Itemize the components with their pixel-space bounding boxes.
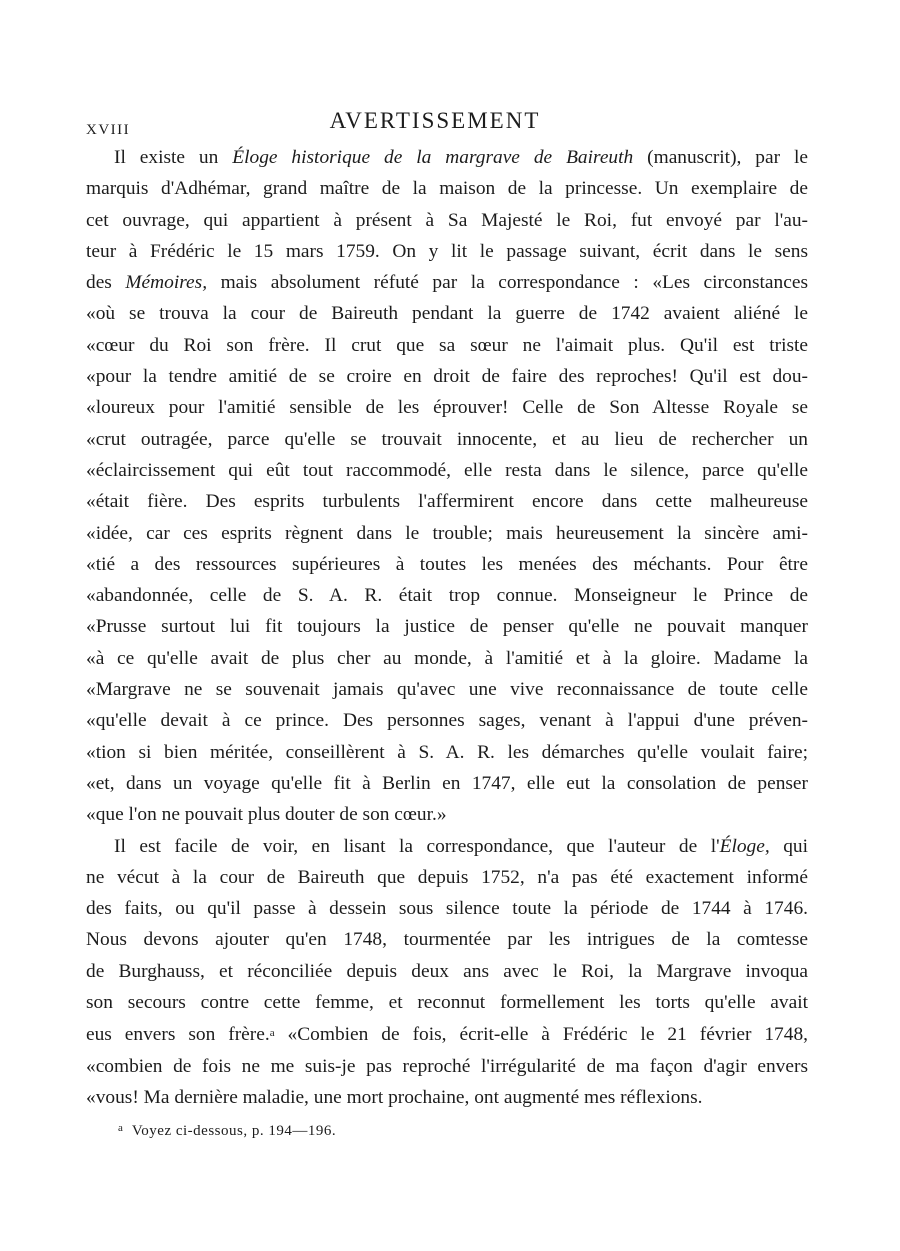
- italic-title: Éloge,: [719, 835, 770, 857]
- text-line: [86, 643, 808, 674]
- text-line: [86, 862, 808, 893]
- text-line: [86, 705, 808, 736]
- text-line: [86, 674, 808, 705]
- text-line: [86, 330, 808, 361]
- footnote: [118, 1122, 336, 1140]
- footnote-marker: a: [118, 1122, 124, 1134]
- line-text: eus envers son frère.: [86, 1024, 270, 1046]
- italic-title: Mémoires,: [125, 272, 208, 294]
- line-text: «Combien de fois, écrit-elle à Frédéric le 21 février 1748,: [274, 1024, 808, 1046]
- line-text: son secours contre cette femme, et reconnut formellement les torts qu'elle avait: [86, 992, 808, 1014]
- line-text: «à ce qu'elle avait de plus cher au monde, à l'amitié et à la gloire. Madame la: [86, 647, 808, 669]
- line-text: «vous! Ma dernière maladie, une mort prochaine, ont augmenté mes réflexions.: [86, 1086, 703, 1108]
- line-text: «idée, car ces esprits règnent dans le trouble; mais heureusement la sincère ami-: [86, 522, 808, 544]
- text-line: [86, 893, 808, 924]
- line-text: «et, dans un voyage qu'elle fit à Berlin en 1747, elle eut la consolation de penser: [86, 772, 808, 794]
- line-text: «qu'elle devait à ce prince. Des personnes sages, venant à l'appui d'une préven-: [86, 710, 808, 732]
- text-line: [86, 455, 808, 486]
- line-text: Nous devons ajouter qu'en 1748, tourmentée par les intrigues de la comtesse: [86, 929, 808, 951]
- line-text: des faits, ou qu'il passe à dessein sous silence toute la période de 1744 à 1746.: [86, 898, 808, 920]
- line-text: «pour la tendre amitié de se croire en droit de faire des reproches! Qu'il est dou-: [86, 366, 808, 388]
- text-line: [86, 236, 808, 267]
- line-text: (manuscrit), par le: [633, 147, 808, 168]
- line-text: «cœur du Roi son frère. Il crut que sa sœur ne l'aimait plus. Qu'il est triste: [86, 334, 808, 356]
- text-line: [86, 1018, 808, 1050]
- text-line: [86, 987, 808, 1018]
- line-text: ne vécut à la cour de Baireuth que depuis 1752, n'a pas été exactement informé: [86, 866, 808, 888]
- line-text: «éclaircissement qui eût tout raccommodé, elle resta dans le silence, parce qu'elle: [86, 459, 808, 481]
- line-text: cet ouvrage, qui appartient à présent à Sa Majesté le Roi, fut envoyé par l'au-: [86, 209, 808, 231]
- line-text: des: [86, 272, 126, 294]
- line-text: marquis d'Adhémar, grand maître de la maison de la princesse. Un exemplaire de: [86, 178, 808, 200]
- text-line: [86, 205, 808, 236]
- line-text: «abandonnée, celle de S. A. R. était trop connue. Monseigneur le Prince de: [86, 585, 808, 607]
- line-text: mais absolument réfuté par la correspondance : «Les circonstances: [207, 272, 808, 294]
- text-line: [86, 799, 808, 830]
- line-text: de Burghauss, et réconciliée depuis deux ans avec le Roi, la Margrave invoqua: [86, 960, 808, 982]
- line-text: qui: [769, 835, 808, 857]
- line-text: «loureux pour l'amitié sensible de les éprouver! Celle de Son Altesse Royale se: [86, 397, 808, 419]
- text-line: [86, 924, 808, 955]
- text-line: [86, 486, 808, 517]
- line-text: «crut outragée, parce qu'elle se trouvait innocente, et au lieu de rechercher un: [86, 428, 808, 450]
- text-line: [86, 424, 808, 455]
- text-line: [86, 956, 808, 987]
- text-line: [86, 173, 808, 204]
- text-line: [86, 737, 808, 768]
- line-text: teur à Frédéric le 15 mars 1759. On y lit le passage suivant, écrit dans le sens: [86, 240, 808, 262]
- text-line: [86, 611, 808, 642]
- paragraph-1: [86, 142, 808, 831]
- line-text: «où se trouva la cour de Baireuth pendant la guerre de 1742 avaient aliéné le: [86, 303, 808, 325]
- text-line: [86, 392, 808, 423]
- text-line: [86, 518, 808, 549]
- text-line: [86, 580, 808, 611]
- text-line: [86, 1051, 808, 1082]
- line-text: «était fière. Des esprits turbulents l'affermirent encore dans cette malheureuse: [86, 491, 808, 513]
- text-line: [86, 549, 808, 580]
- line-text: Il est facile de voir, en lisant la correspondance, que l'auteur de l': [114, 835, 720, 857]
- text-line: [86, 267, 808, 298]
- line-text: «que l'on ne pouvait plus douter de son cœur.»: [86, 804, 447, 826]
- line-text: «tion si bien méritée, conseillèrent à S. A. R. les démarches qu'elle voulait faire;: [86, 741, 808, 763]
- line-text: «combien de fois ne me suis-je pas reproché l'irrégularité de ma façon d'agir envers: [86, 1055, 808, 1077]
- line-text: «Prusse surtout lui fit toujours la justice de penser qu'elle ne pouvait manquer: [86, 616, 808, 638]
- line-text: «Margrave ne se souvenait jamais qu'avec une vive reconnaissance de toute celle: [86, 679, 808, 701]
- text-line: [86, 142, 808, 173]
- text-line: [86, 768, 808, 799]
- text-line: [86, 361, 808, 392]
- italic-title: Éloge historique de la margrave de Baireuth: [232, 147, 634, 168]
- footnote-text: Voyez ci-dessous, p. 194—196.: [131, 1123, 337, 1139]
- text-line: [86, 831, 808, 862]
- footnote-reference: a: [269, 1027, 275, 1040]
- text-line: [86, 1082, 808, 1113]
- text-line: [86, 298, 808, 329]
- body-text: [86, 142, 808, 1113]
- running-title: AVERTISSEMENT: [329, 108, 541, 133]
- page-number: XVIII: [86, 122, 131, 138]
- line-text: «tié a des ressources supérieures à toutes les menées des méchants. Pour être: [86, 553, 808, 575]
- line-text: Il existe un: [114, 147, 233, 168]
- paragraph-2: [86, 831, 808, 1114]
